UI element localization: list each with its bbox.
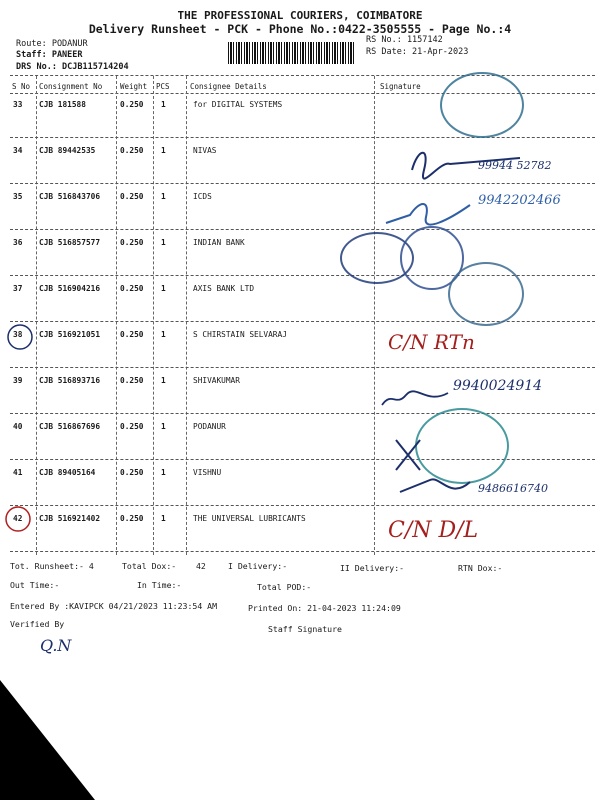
row-weight: 0.250 bbox=[120, 238, 144, 247]
row-weight: 0.250 bbox=[120, 376, 144, 385]
barcode bbox=[228, 42, 354, 64]
in-time: In Time:- bbox=[137, 580, 182, 590]
row-pcs: 1 bbox=[161, 100, 166, 109]
row-weight: 0.250 bbox=[120, 468, 144, 477]
row-weight: 0.250 bbox=[120, 284, 144, 293]
row-consignment-no: CJB 516893716 bbox=[39, 376, 101, 385]
row-consignee: SHIVAKUMAR bbox=[193, 376, 240, 385]
row-separator bbox=[10, 413, 595, 414]
row-weight: 0.250 bbox=[120, 192, 144, 201]
drs-number: DRS No.: DCJB115714204 bbox=[16, 62, 129, 72]
runsheet-subtitle: Delivery Runsheet - PCK - Phone No.:0422-3505555 - Page No.:4 bbox=[88, 22, 512, 36]
ii-delivery: II Delivery:- bbox=[340, 563, 405, 573]
row-separator bbox=[10, 367, 595, 368]
row-consignment-no: CJB 516921051 bbox=[39, 330, 101, 339]
rs-number: RS No.: 1157142 bbox=[366, 35, 443, 45]
row-pcs: 1 bbox=[161, 422, 166, 431]
row-consignment-no: CJB 516857577 bbox=[39, 238, 101, 247]
row-consignee: PODANUR bbox=[193, 422, 226, 431]
handwritten-dl-42: C/N D/L bbox=[388, 518, 479, 543]
handwritten-phone-34: 99944 52782 bbox=[478, 159, 552, 172]
row-sno: 37 bbox=[13, 284, 23, 293]
row-consignee: VISHNU bbox=[193, 468, 222, 477]
row-consignee: S CHIRSTAIN SELVARAJ bbox=[193, 330, 287, 339]
row-pcs: 1 bbox=[161, 330, 166, 339]
row-weight: 0.250 bbox=[120, 514, 144, 523]
signature-row-40-41 bbox=[390, 430, 480, 500]
staff-label: Staff: PANEER bbox=[16, 50, 83, 60]
col-weight: Weight bbox=[120, 82, 148, 91]
row-sno: 41 bbox=[13, 468, 23, 477]
col-divider bbox=[36, 76, 37, 555]
signature-row-35 bbox=[380, 195, 480, 230]
rs-date: RS Date: 21-Apr-2023 bbox=[366, 47, 469, 57]
row-consignee: THE UNIVERSAL LUBRICANTS bbox=[193, 514, 306, 523]
page-corner-shadow bbox=[0, 680, 95, 800]
row-sno: 42 bbox=[13, 514, 23, 523]
row-weight: 0.250 bbox=[120, 330, 144, 339]
circle-mark-42 bbox=[4, 504, 34, 534]
row-separator bbox=[10, 505, 595, 506]
row-consignment-no: CJB 516867696 bbox=[39, 422, 101, 431]
row-sno: 33 bbox=[13, 100, 23, 109]
row-sno: 38 bbox=[13, 330, 23, 339]
verified-signature: Q.N bbox=[40, 636, 72, 655]
row-consignee: for DIGITAL SYSTEMS bbox=[193, 100, 283, 109]
row-weight: 0.250 bbox=[120, 146, 144, 155]
row-pcs: 1 bbox=[161, 146, 166, 155]
total-dox-label: Total Dox:- bbox=[122, 561, 177, 571]
handwritten-phone-39: 9940024914 bbox=[453, 378, 543, 394]
i-delivery: I Delivery:- bbox=[228, 561, 288, 571]
route-label: Route: PODANUR bbox=[16, 39, 88, 49]
row-consignee: INDIAN BANK bbox=[193, 238, 245, 247]
handwritten-phone-35: 9942202466 bbox=[478, 193, 561, 208]
row-sno: 34 bbox=[13, 146, 23, 155]
table-top-rule bbox=[10, 75, 595, 76]
col-divider bbox=[153, 76, 154, 555]
row-separator bbox=[10, 229, 595, 230]
total-pod: Total POD:- bbox=[257, 582, 312, 592]
handwritten-phone-41: 9486616740 bbox=[478, 482, 548, 495]
total-dox-value: 42 bbox=[196, 561, 206, 571]
row-consignment-no: CJB 89442535 bbox=[39, 146, 96, 155]
out-time: Out Time:- bbox=[10, 580, 60, 590]
row-weight: 0.250 bbox=[120, 422, 144, 431]
row-consignment-no: CJB 516904216 bbox=[39, 284, 101, 293]
row-pcs: 1 bbox=[161, 192, 166, 201]
row-sno: 35 bbox=[13, 192, 23, 201]
col-signature: Signature bbox=[380, 82, 421, 91]
row-consignee: NIVAS bbox=[193, 146, 217, 155]
row-pcs: 1 bbox=[161, 376, 166, 385]
row-consignment-no: CJB 181588 bbox=[39, 100, 86, 109]
col-consignee: Consignee Details bbox=[190, 82, 267, 91]
row-consignee: ICDS bbox=[193, 192, 212, 201]
company-title: THE PROFESSIONAL COURIERS, COIMBATORE bbox=[177, 9, 423, 22]
verified-by: Verified By bbox=[10, 619, 65, 629]
row-separator bbox=[10, 459, 595, 460]
row-sno: 36 bbox=[13, 238, 23, 247]
company-seal-stamp bbox=[440, 72, 524, 138]
row-consignment-no: CJB 516921402 bbox=[39, 514, 101, 523]
row-weight: 0.250 bbox=[120, 100, 144, 109]
row-separator bbox=[10, 551, 595, 552]
handwritten-rtn-38: C/N RTn bbox=[388, 330, 475, 354]
rtn-dox: RTN Dox:- bbox=[458, 563, 503, 573]
entered-by: Entered By :KAVIPCK 04/21/2023 11:23:54 AM bbox=[10, 601, 218, 611]
row-separator bbox=[10, 137, 595, 138]
row-sno: 40 bbox=[13, 422, 23, 431]
row-pcs: 1 bbox=[161, 284, 166, 293]
staff-signature: Staff Signature bbox=[268, 624, 342, 634]
row-consignment-no: CJB 516843706 bbox=[39, 192, 101, 201]
circle-mark-38 bbox=[6, 322, 36, 352]
printed-on: Printed On: 21-04-2023 11:24:09 bbox=[248, 603, 401, 613]
tot-runsheet: Tot. Runsheet:- 4 bbox=[10, 561, 94, 571]
row-consignee: AXIS BANK LTD bbox=[193, 284, 255, 293]
row-sno: 39 bbox=[13, 376, 23, 385]
col-divider bbox=[116, 76, 117, 555]
row-pcs: 1 bbox=[161, 468, 166, 477]
col-divider bbox=[186, 76, 187, 555]
col-pcs: PCS bbox=[156, 82, 170, 91]
row-consignment-no: CJB 89405164 bbox=[39, 468, 96, 477]
signature-row-39 bbox=[378, 385, 458, 413]
axis-bank-stamp bbox=[448, 262, 524, 326]
row-separator bbox=[10, 321, 595, 322]
col-divider bbox=[374, 76, 375, 555]
row-pcs: 1 bbox=[161, 238, 166, 247]
col-consignment: Consignment No bbox=[39, 82, 103, 91]
row-pcs: 1 bbox=[161, 514, 166, 523]
col-sno: S No bbox=[12, 82, 31, 91]
